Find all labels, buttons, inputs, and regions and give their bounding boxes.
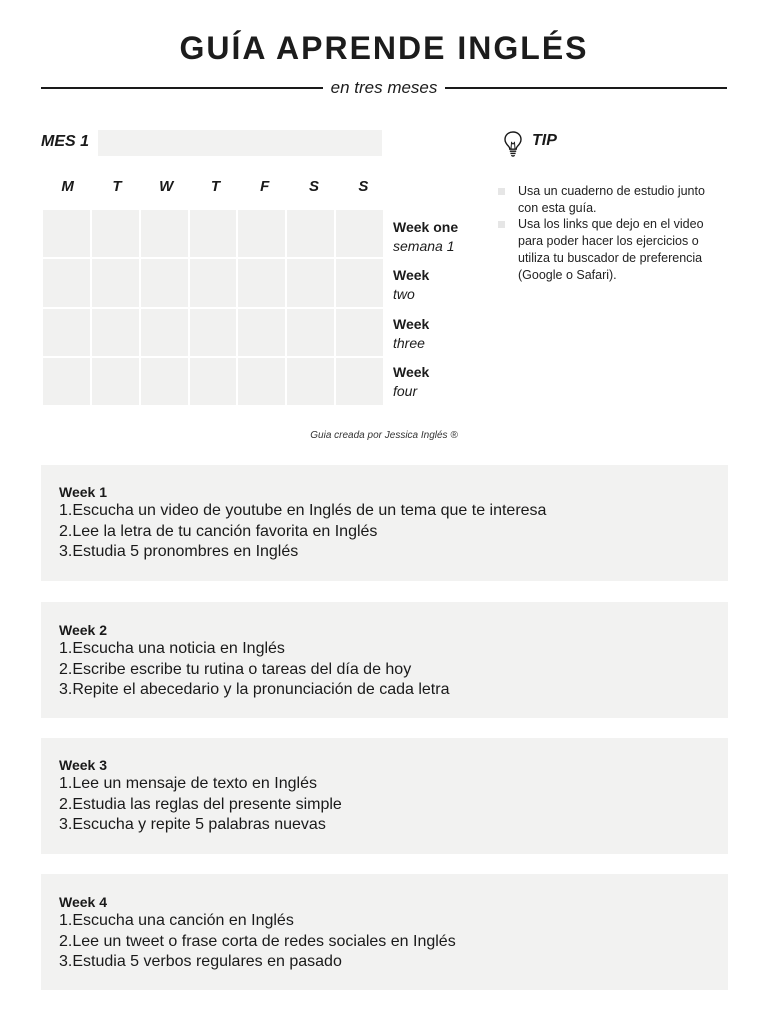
calendar-grid [43, 210, 383, 405]
calendar-cell[interactable] [92, 358, 139, 405]
task-item: 3.Escucha y repite 5 palabras nuevas [59, 816, 326, 833]
week-label-italic: two [393, 286, 415, 302]
tip-text: Usa los links que dejo en el video para poder hacer los ejercicios o utiliza tu buscador de preferencia (Google o Safari). [518, 217, 704, 282]
calendar-cell[interactable] [43, 309, 90, 356]
calendar-cell[interactable] [336, 259, 383, 306]
subtitle-row [41, 76, 727, 100]
tip-text: Usa un cuaderno de estudio junto con esta guía. [518, 184, 705, 215]
calendar-cell[interactable] [43, 210, 90, 257]
panel-title: Week 2 [59, 622, 107, 638]
calendar-cell[interactable] [238, 358, 285, 405]
week-label-bold: Week [393, 364, 430, 380]
page-title: GUÍA APRENDE INGLÉS [179, 30, 589, 66]
calendar-cell[interactable] [43, 358, 90, 405]
weekday-label: T [112, 178, 122, 195]
calendar-cell[interactable] [287, 358, 334, 405]
page-subtitle: en tres meses [330, 78, 438, 97]
calendar-cell[interactable] [190, 309, 237, 356]
calendar-cell[interactable] [141, 210, 188, 257]
task-item: 1.Lee un mensaje de texto en Inglés [59, 775, 317, 792]
calendar-cell[interactable] [141, 259, 188, 306]
bullet-square-icon [498, 188, 505, 195]
calendar-cell[interactable] [92, 309, 139, 356]
calendar-cell[interactable] [190, 210, 237, 257]
calendar-cell[interactable] [336, 210, 383, 257]
credit-line: Guia creada por Jessica Inglés ® [310, 430, 458, 441]
week-label-bold: Week [393, 267, 430, 283]
week-label-three [393, 315, 429, 353]
panel-title: Week 4 [59, 894, 107, 910]
task-item: 1.Escucha una noticia en Inglés [59, 640, 285, 657]
week-label-italic: semana 1 [393, 238, 455, 254]
calendar-cell[interactable] [141, 358, 188, 405]
week-plan-panel [41, 465, 728, 581]
calendar-cell[interactable] [43, 259, 90, 306]
weekday-label: F [260, 178, 270, 195]
calendar-cell[interactable] [238, 210, 285, 257]
task-item: 3.Estudia 5 verbos regulares en pasado [59, 953, 342, 970]
calendar-cell[interactable] [238, 259, 285, 306]
week-label-one [393, 218, 458, 256]
task-item: 2.Lee un tweet o frase corta de redes sociales en Inglés [59, 932, 456, 950]
month-input-box[interactable] [98, 130, 382, 156]
weekday-label: M [61, 178, 74, 195]
tip-list [497, 183, 722, 283]
week-label-two [393, 266, 429, 304]
task-item: 1.Escucha una canción en Inglés [59, 912, 294, 929]
calendar-cell[interactable] [336, 358, 383, 405]
calendar-cell[interactable] [190, 259, 237, 306]
panel-title: Week 1 [59, 484, 107, 500]
week-label-bold: Week one [393, 219, 459, 235]
task-item: 3.Repite el abecedario y la pronunciación de cada letra [59, 681, 450, 698]
weekday-label: S [309, 178, 320, 195]
weekday-header [43, 178, 388, 195]
tip-label: TIP [532, 132, 557, 149]
divider-left [41, 87, 323, 89]
calendar-cell[interactable] [287, 259, 334, 306]
calendar-cell[interactable] [336, 309, 383, 356]
week-label-four [393, 363, 429, 401]
calendar-cell[interactable] [238, 309, 285, 356]
week-label-bold: Week [393, 316, 430, 332]
task-item: 2.Escribe escribe tu rutina o tareas del día de hoy [59, 660, 412, 678]
weekday-label: W [159, 178, 174, 195]
weekday-label: T [210, 178, 221, 195]
calendar-cell[interactable] [287, 210, 334, 257]
week-plan-panel [41, 874, 728, 990]
week-label-italic: three [393, 335, 425, 351]
calendar-cell[interactable] [287, 309, 334, 356]
week-plan-panel [41, 602, 728, 718]
task-item: 3.Estudia 5 pronombres en Inglés [59, 543, 299, 560]
calendar-cell[interactable] [92, 210, 139, 257]
task-item: 2.Estudia las reglas del presente simple [59, 795, 342, 813]
panel-title: Week 3 [59, 757, 107, 773]
week-label-italic: four [393, 383, 418, 399]
weekday-label: S [358, 178, 369, 195]
tip-item [497, 216, 722, 283]
divider-right [445, 87, 727, 89]
tip-item [497, 183, 722, 216]
task-item: 1.Escucha un video de youtube en Inglés de un tema que te interesa [59, 502, 547, 519]
bullet-square-icon [498, 221, 505, 228]
calendar-cell[interactable] [190, 358, 237, 405]
week-plan-panel [41, 738, 728, 854]
month-label: MES 1 [41, 133, 90, 150]
lightbulb-icon [503, 130, 523, 158]
calendar-cell[interactable] [92, 259, 139, 306]
task-item: 2.Lee la letra de tu canción favorita en Inglés [59, 522, 378, 540]
calendar-cell[interactable] [141, 309, 188, 356]
